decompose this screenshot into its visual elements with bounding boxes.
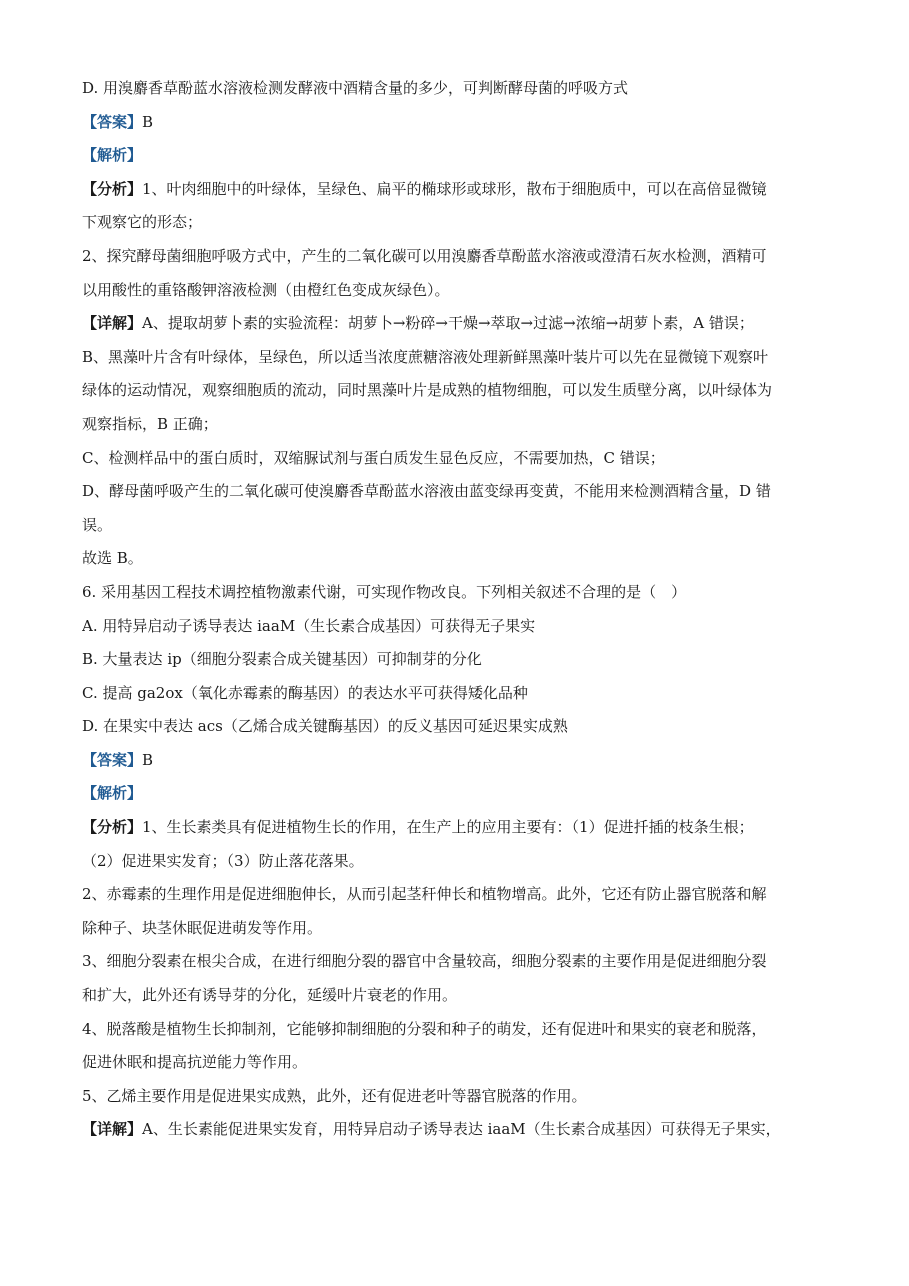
text-line (82, 712, 827, 746)
line-text: 下观察它的形态； (82, 213, 203, 232)
document-page (82, 74, 827, 1149)
line-text: 6. 采用基因工程技术调控植物激素代谢，可实现作物改良。下列相关叙述不合理的是（ ） (82, 582, 687, 601)
text-line (82, 141, 827, 175)
line-text: 3、细胞分裂素在根尖合成，在进行细胞分裂的器官中含量较高，细胞分裂素的主要作用是促进细胞分裂 (82, 952, 767, 971)
line-text: B、黑藻叶片含有叶绿体，呈绿色，所以适当浓度蔗糖溶液处理新鲜黑藻叶装片可以先在显微镜下观察叶 (82, 347, 769, 366)
text-line (82, 645, 827, 679)
text-line (82, 578, 827, 612)
text-line (82, 947, 827, 981)
text-line (82, 511, 827, 545)
text-line (82, 981, 827, 1015)
line-text: 和扩大，此外还有诱导芽的分化，延缓叶片衰老的作用。 (82, 986, 458, 1005)
line-text: B (142, 750, 154, 769)
line-text: D、酵母菌呼吸产生的二氧化碳可使溴麝香草酚蓝水溶液由蓝变绿再变黄，不能用来检测酒精含量，D 错 (82, 482, 771, 501)
line-text: A、生长素能促进果实发育，用特异启动子诱导表达 iaaM（生长素合成基因）可获得无子果实， (142, 1120, 781, 1139)
text-line (82, 309, 827, 343)
text-line (82, 242, 827, 276)
line-text: 故选 B。 (82, 549, 143, 568)
text-line (82, 544, 827, 578)
line-text: C、检测样品中的蛋白质时，双缩脲试剂与蛋白质发生显色反应，不需要加热，C 错误； (82, 448, 665, 467)
text-line (82, 612, 827, 646)
text-line (82, 1015, 827, 1049)
line-text: 以用酸性的重铬酸钾溶液检测（由橙红色变成灰绿色）。 (82, 280, 450, 299)
section-tag: 【解析】 (82, 784, 143, 803)
text-line (82, 444, 827, 478)
text-line (82, 477, 827, 511)
line-text: 误。 (82, 515, 113, 534)
section-tag: 【分析】 (82, 179, 143, 198)
line-text: C. 提高 ga2ox（氧化赤霉素的酶基因）的表达水平可获得矮化品种 (82, 683, 528, 702)
section-tag: 【详解】 (82, 314, 143, 333)
line-text: B. 大量表达 ip（细胞分裂素合成关键基因）可抑制芽的分化 (82, 650, 482, 669)
text-line (82, 276, 827, 310)
text-line (82, 175, 827, 209)
line-text: （2）促进果实发育；（3）防止落花落果。 (82, 851, 364, 870)
section-tag: 【解析】 (82, 146, 143, 165)
text-line (82, 1048, 827, 1082)
line-text: 绿体的运动情况，观察细胞质的流动，同时黑藻叶片是成熟的植物细胞，可以发生质壁分离，以叶绿体为 (82, 381, 773, 400)
text-line (82, 779, 827, 813)
line-text: 2、探究酵母菌细胞呼吸方式中，产生的二氧化碳可以用溴麝香草酚蓝水溶液或澄清石灰水检测，酒精可 (82, 246, 767, 265)
text-line (82, 343, 827, 377)
line-text: 5、乙烯主要作用是促进果实成熟，此外，还有促进老叶等器官脱落的作用。 (82, 1086, 587, 1105)
line-text: A、提取胡萝卜素的实验流程：胡萝卜→粉碎→干燥→萃取→过滤→浓缩→胡萝卜素，A 错误； (142, 314, 754, 333)
line-text: A. 用特异启动子诱导表达 iaaM（生长素合成基因）可获得无子果实 (82, 616, 536, 635)
line-text: 1、叶肉细胞中的叶绿体，呈绿色、扁平的椭球形或球形，散布于细胞质中，可以在高倍显微镜 (142, 179, 767, 198)
text-line (82, 813, 827, 847)
line-text: 4、脱落酸是植物生长抑制剂，它能够抑制细胞的分裂和种子的萌发，还有促进叶和果实的衰老和脱落， (82, 1019, 767, 1038)
text-line (82, 847, 827, 881)
line-text: D. 在果实中表达 acs（乙烯合成关键酶基因）的反义基因可延迟果实成熟 (82, 717, 568, 736)
text-line (82, 410, 827, 444)
text-line (82, 1115, 827, 1149)
line-text: D. 用溴麝香草酚蓝水溶液检测发酵液中酒精含量的多少，可判断酵母菌的呼吸方式 (82, 79, 629, 97)
text-line (82, 880, 827, 914)
line-text: 观察指标，B 正确； (82, 414, 218, 433)
line-text: B (142, 112, 154, 131)
line-text: 2、赤霉素的生理作用是促进细胞伸长，从而引起茎秆伸长和植物增高。此外，它还有防止器官脱落和解 (82, 885, 767, 904)
line-text: 促进休眠和提高抗逆能力等作用。 (82, 1053, 308, 1072)
line-text: 1、生长素类具有促进植物生长的作用，在生产上的应用主要有：（1）促进扦插的枝条生根； (142, 818, 754, 837)
section-tag: 【答案】 (82, 112, 143, 131)
line-text: 除种子、块茎休眠促进萌发等作用。 (82, 918, 323, 937)
text-line (82, 679, 827, 713)
text-line (82, 1082, 827, 1116)
text-line (82, 746, 827, 780)
section-tag: 【分析】 (82, 818, 143, 837)
text-line (82, 208, 827, 242)
section-tag: 【答案】 (82, 750, 143, 769)
text-line (82, 74, 827, 108)
text-line (82, 914, 827, 948)
text-line (82, 376, 827, 410)
text-line (82, 108, 827, 142)
section-tag: 【详解】 (82, 1120, 143, 1139)
